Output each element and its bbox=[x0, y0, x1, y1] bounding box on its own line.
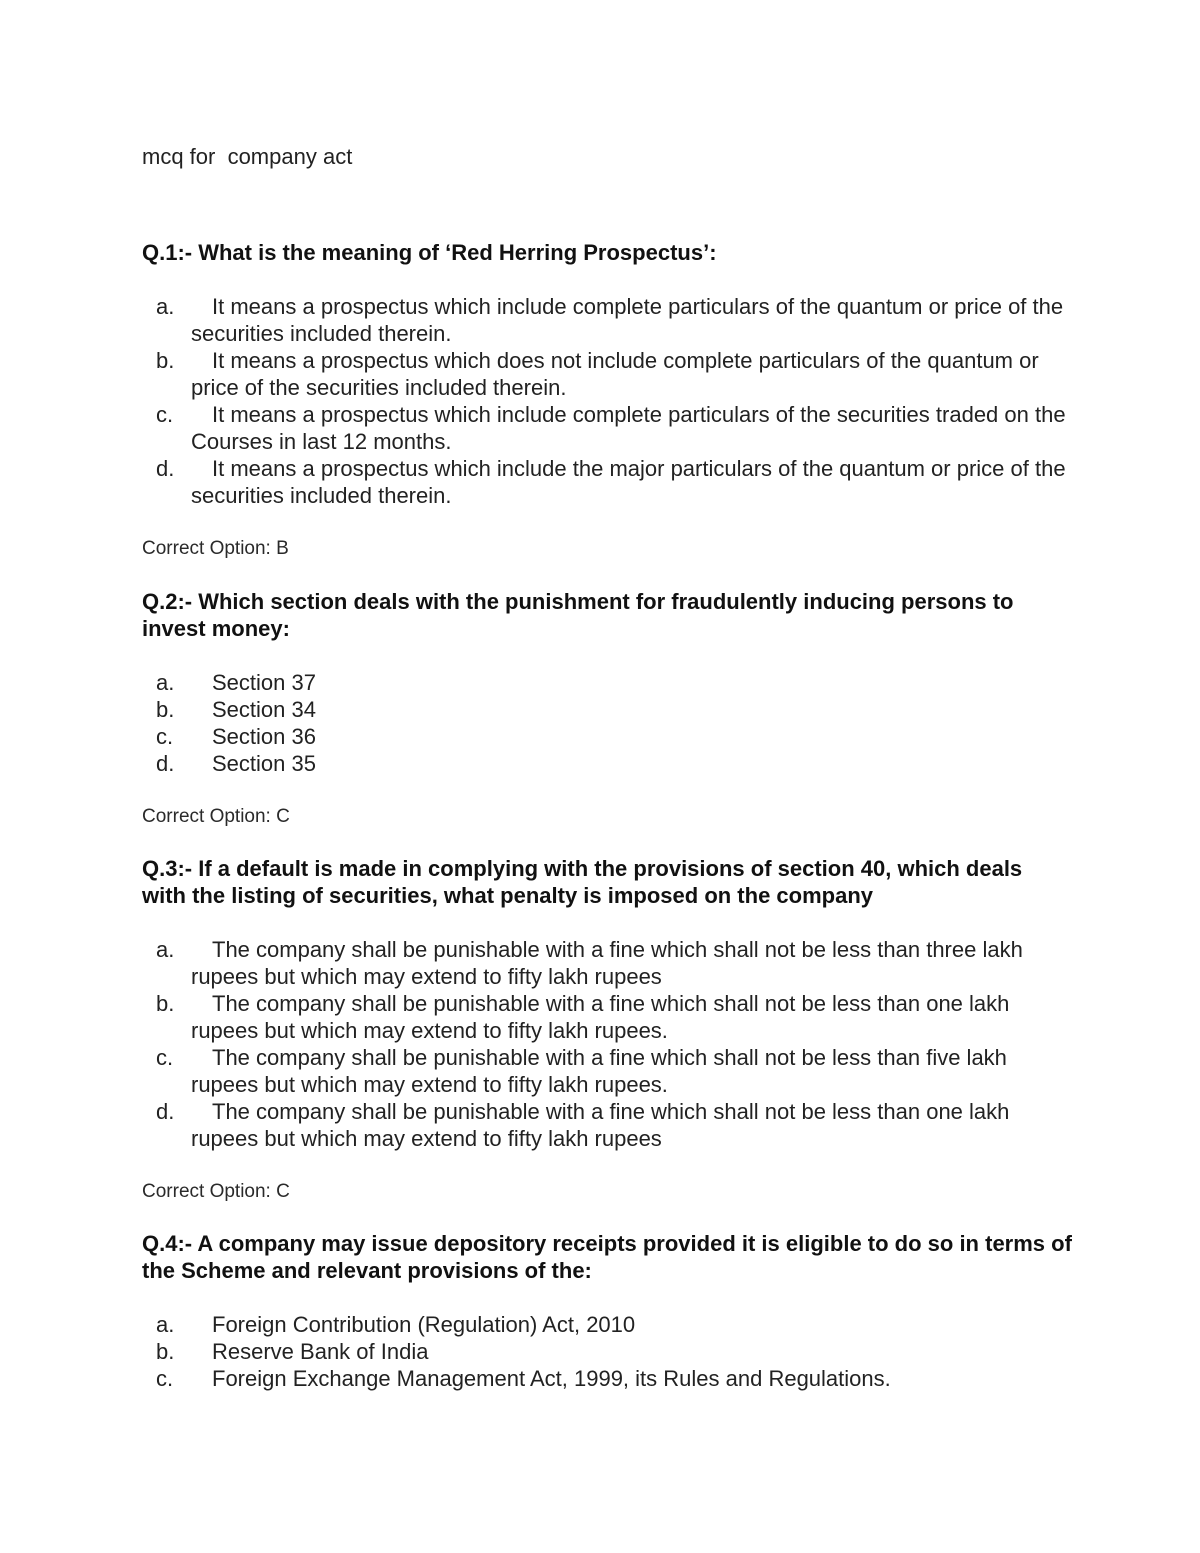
option-letter: c. bbox=[156, 402, 174, 427]
option-letter: c. bbox=[156, 1045, 174, 1070]
option-item bbox=[142, 1338, 1072, 1365]
question-text: Q.4:- A company may issue depository receipts provided it is eligible to do so in terms of the Scheme and relevant provisions of the: bbox=[142, 1231, 1072, 1283]
option-letter: d. bbox=[156, 1099, 175, 1124]
option-letter: a. bbox=[156, 1312, 175, 1337]
question-text: Q.2:- Which section deals with the punishment for fraudulently inducing persons to invest money: bbox=[142, 589, 1014, 641]
option-item bbox=[142, 1044, 1072, 1098]
option-text: The company shall be punishable with a fine which shall not be less than three lakh rupees but which may extend to fifty lakh rupees bbox=[191, 937, 1023, 989]
option-text: The company shall be punishable with a fine which shall not be less than five lakh rupees but which may extend to fifty lakh rupees. bbox=[191, 1045, 1007, 1097]
question-block-4 bbox=[142, 1230, 1072, 1392]
question-block-3 bbox=[142, 855, 1072, 1204]
option-item bbox=[142, 990, 1072, 1044]
option-letter: a. bbox=[156, 294, 175, 319]
option-text: It means a prospectus which include complete particulars of the securities traded on the Courses in last 12 months. bbox=[191, 402, 1066, 454]
option-text: Foreign Exchange Management Act, 1999, its Rules and Regulations. bbox=[212, 1366, 891, 1391]
option-text: Section 36 bbox=[212, 724, 316, 749]
option-letter: a. bbox=[156, 937, 175, 962]
option-letter: a. bbox=[156, 670, 175, 695]
question-text: Q.1:- What is the meaning of ‘Red Herring Prospectus’: bbox=[142, 240, 717, 265]
option-text: The company shall be punishable with a fine which shall not be less than one lakh rupees but which may extend to fifty lakh rupees bbox=[191, 1099, 1010, 1151]
option-letter: c. bbox=[156, 724, 174, 749]
option-letter: d. bbox=[156, 751, 175, 776]
option-letter: d. bbox=[156, 456, 175, 481]
option-text: Foreign Contribution (Regulation) Act, 2010 bbox=[212, 1312, 636, 1337]
option-letter: c. bbox=[156, 1366, 174, 1391]
option-item bbox=[142, 293, 1072, 347]
option-letter: b. bbox=[156, 1339, 175, 1364]
options-list bbox=[142, 293, 1072, 509]
option-item bbox=[142, 1365, 1072, 1392]
option-item bbox=[142, 1311, 1072, 1338]
option-text: Section 34 bbox=[212, 697, 316, 722]
option-text: The company shall be punishable with a fine which shall not be less than one lakh rupees but which may extend to fifty lakh rupees. bbox=[191, 991, 1010, 1043]
correct-option: Correct Option: C bbox=[142, 806, 290, 827]
question-text: Q.3:- If a default is made in complying with the provisions of section 40, which deals with the listing of securities, what penalty is imposed on the company bbox=[142, 856, 1023, 908]
document-title: mcq for company act bbox=[142, 144, 353, 169]
option-text: It means a prospectus which include complete particulars of the quantum or price of the securities included therein. bbox=[191, 294, 1064, 346]
option-text: It means a prospectus which does not include complete particulars of the quantum or price of the securities included therein. bbox=[191, 348, 1039, 400]
options-list bbox=[142, 669, 1072, 777]
options-list bbox=[142, 1311, 1072, 1392]
option-item bbox=[142, 669, 1072, 696]
option-item bbox=[142, 1098, 1072, 1152]
option-item bbox=[142, 455, 1072, 509]
option-letter: b. bbox=[156, 348, 175, 373]
option-text: Section 37 bbox=[212, 670, 316, 695]
option-text: It means a prospectus which include the major particulars of the quantum or price of the securities included therein. bbox=[191, 456, 1066, 508]
question-block-1 bbox=[142, 239, 1072, 561]
question-block-2 bbox=[142, 588, 1072, 829]
correct-option: Correct Option: C bbox=[142, 1181, 290, 1202]
option-item bbox=[142, 936, 1072, 990]
option-letter: b. bbox=[156, 991, 175, 1016]
option-item bbox=[142, 347, 1072, 401]
option-text: Section 35 bbox=[212, 751, 316, 776]
option-item bbox=[142, 723, 1072, 750]
option-item bbox=[142, 750, 1072, 777]
options-list bbox=[142, 936, 1072, 1152]
option-text: Reserve Bank of India bbox=[212, 1339, 429, 1364]
option-letter: b. bbox=[156, 697, 175, 722]
correct-option: Correct Option: B bbox=[142, 538, 289, 559]
option-item bbox=[142, 401, 1072, 455]
option-item bbox=[142, 696, 1072, 723]
